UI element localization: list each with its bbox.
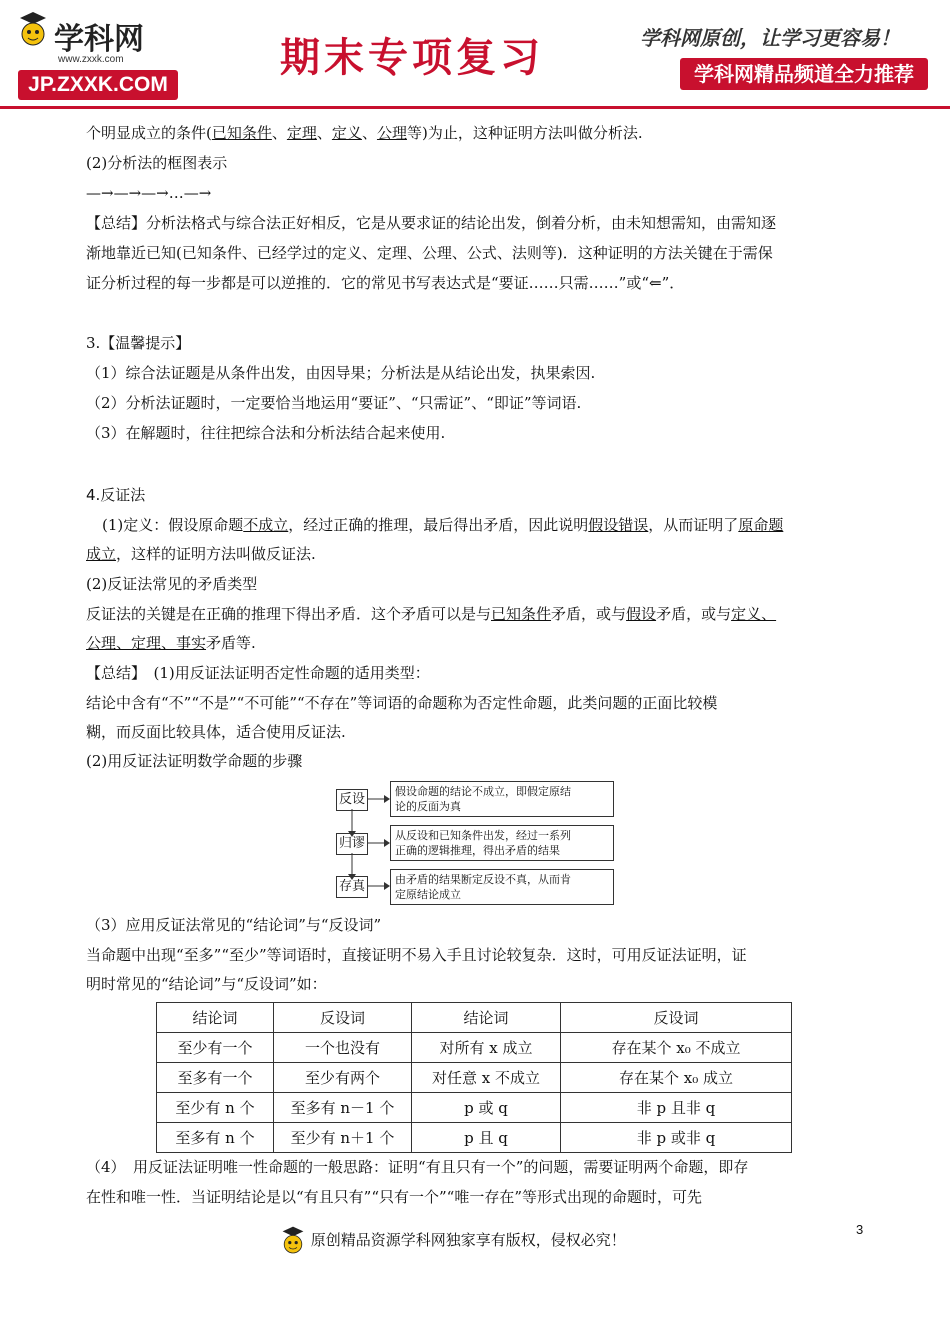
- table-cell: 非 p 且非 q: [561, 1093, 792, 1123]
- step-label: 归谬: [336, 833, 368, 855]
- header-divider: [0, 106, 950, 109]
- section-heading: 4.反证法: [86, 486, 146, 504]
- graduate-mascot-icon: [18, 10, 48, 54]
- paragraph: 渐地靠近已知(已知条件、已经学过的定义、定理、公理、公式、法则等)．这种证明的方法关键在于需保: [86, 244, 773, 262]
- logo-site: JP.ZXXK.COM: [18, 70, 178, 100]
- slogan: 学科网原创，让学习更容易！: [640, 26, 900, 50]
- paragraph: 公理、定理、事实矛盾等.: [86, 634, 256, 652]
- table-cell: 至多有 n－1 个: [274, 1093, 412, 1123]
- flow-arrows: —→—→—→…—→: [86, 184, 212, 202]
- logo-name: 学科网: [54, 22, 144, 57]
- paragraph: 结论中含有“不”“不是”“不可能”“不存在”等词语的命题称为否定性命题，此类问题的正面比较模: [86, 694, 718, 712]
- paragraph: （2）分析法证题时，一定要恰当地运用“要证”、“只需证”、“即证”等词语.: [86, 394, 582, 412]
- section-heading: 3.【温馨提示】: [86, 334, 191, 352]
- paragraph: 成立，这样的证明方法叫做反证法.: [86, 545, 316, 563]
- paragraph: (1)定义：假设原命题不成立，经过正确的推理，最后得出矛盾，因此说明假设错误，从而证明了原命题: [102, 516, 784, 534]
- step-description: 由矛盾的结果断定反设不真，从而肯 定原结论成立: [390, 869, 614, 905]
- paragraph: （4） 用反证法证明唯一性命题的一般思路：证明“有且只有一个”的问题，需要证明两个命题，即存: [86, 1158, 749, 1176]
- table-cell: 至少有 n 个: [157, 1093, 274, 1123]
- paragraph: 当命题中出现“至多”“至少”等词语时，直接证明不易入手且讨论较复杂．这时，可用反证法证明，证: [86, 946, 747, 964]
- table-header-cell: 反设词: [561, 1003, 792, 1033]
- logo[interactable]: [18, 10, 188, 102]
- paragraph: 反证法的关键是在正确的推理下得出矛盾．这个矛盾可以是与已知条件矛盾，或与假设矛盾，或与定义、: [86, 605, 777, 623]
- paragraph: （1）综合法证题是从条件出发，由因导果；分析法是从结论出发，执果索因.: [86, 364, 596, 382]
- table-cell: 对所有 x 成立: [412, 1033, 561, 1063]
- logo-url: www.zxxk.com: [58, 54, 124, 65]
- table-cell: 非 p 或非 q: [561, 1123, 792, 1153]
- table-cell: p 或 q: [412, 1093, 561, 1123]
- paragraph: 证分析过程的每一步都是可以逆推的．它的常见书写表达式是“要证……只需……”或“⇐”．: [86, 274, 685, 292]
- paragraph: 糊，而反面比较具体，适合使用反证法.: [86, 723, 346, 741]
- table-cell: 存在某个 x₀ 成立: [561, 1063, 792, 1093]
- table-cell: 存在某个 x₀ 不成立: [561, 1033, 792, 1063]
- paragraph: 在性和唯一性．当证明结论是以“有且只有”“只有一个”“唯一存在”等形式出现的命题时，可先: [86, 1188, 703, 1206]
- table-row: [157, 1123, 792, 1153]
- table-header-cell: 结论词: [412, 1003, 561, 1033]
- paragraph: (2)分析法的框图表示: [86, 154, 228, 172]
- table-row: [157, 1033, 792, 1063]
- proof-steps-diagram: [336, 781, 616, 905]
- paragraph: （3）应用反证法常见的“结论词”与“反设词”: [86, 916, 382, 934]
- table-cell: 至多有一个: [157, 1063, 274, 1093]
- page-header: [0, 0, 950, 112]
- graduate-mascot-icon: [280, 1225, 306, 1257]
- paragraph: 【总结】分析法格式与综合法正好相反，它是从要求证的结论出发，倒着分析，由未知想需知，由需知逐: [86, 214, 777, 232]
- page-number: 3: [856, 1222, 864, 1237]
- table-header-row: [157, 1003, 792, 1033]
- step-label: 存真: [336, 876, 368, 898]
- table-cell: 对任意 x 不成立: [412, 1063, 561, 1093]
- table-cell: 至少有一个: [157, 1033, 274, 1063]
- page-footer: [280, 1225, 626, 1257]
- table-cell: 至少有 n＋1 个: [274, 1123, 412, 1153]
- table-header-cell: 结论词: [157, 1003, 274, 1033]
- step-description: 从反设和已知条件出发，经过一系列 正确的逻辑推理，得出矛盾的结果: [390, 825, 614, 861]
- paragraph: (2)用反证法证明数学命题的步骤: [86, 752, 303, 770]
- paragraph: （3）在解题时，往往把综合法和分析法结合起来使用.: [86, 424, 446, 442]
- paragraph: 【总结】 (1)用反证法证明否定性命题的适用类型：: [86, 664, 430, 682]
- paragraph: (2)反证法常见的矛盾类型: [86, 575, 258, 593]
- table-cell: 至多有 n 个: [157, 1123, 274, 1153]
- paragraph: 明时常见的“结论词”与“反设词”如：: [86, 975, 327, 993]
- table-cell: 一个也没有: [274, 1033, 412, 1063]
- copyright-notice: 原创精品资源学科网独家享有版权，侵权必究！: [310, 1231, 626, 1249]
- table-cell: p 且 q: [412, 1123, 561, 1153]
- keyword-table: [156, 1002, 792, 1153]
- page-title: 期末专项复习: [280, 35, 544, 81]
- recommend-banner: 学科网精品频道全力推荐: [680, 58, 928, 90]
- table-header-cell: 反设词: [274, 1003, 412, 1033]
- step-description: 假设命题的结论不成立，即假定原结 论的反面为真: [390, 781, 614, 817]
- step-label: 反设: [336, 789, 368, 811]
- table-row: [157, 1093, 792, 1123]
- paragraph: 个明显成立的条件(已知条件、定理、定义、公理等)为止，这种证明方法叫做分析法.: [86, 124, 643, 142]
- table-cell: 至少有两个: [274, 1063, 412, 1093]
- table-row: [157, 1063, 792, 1093]
